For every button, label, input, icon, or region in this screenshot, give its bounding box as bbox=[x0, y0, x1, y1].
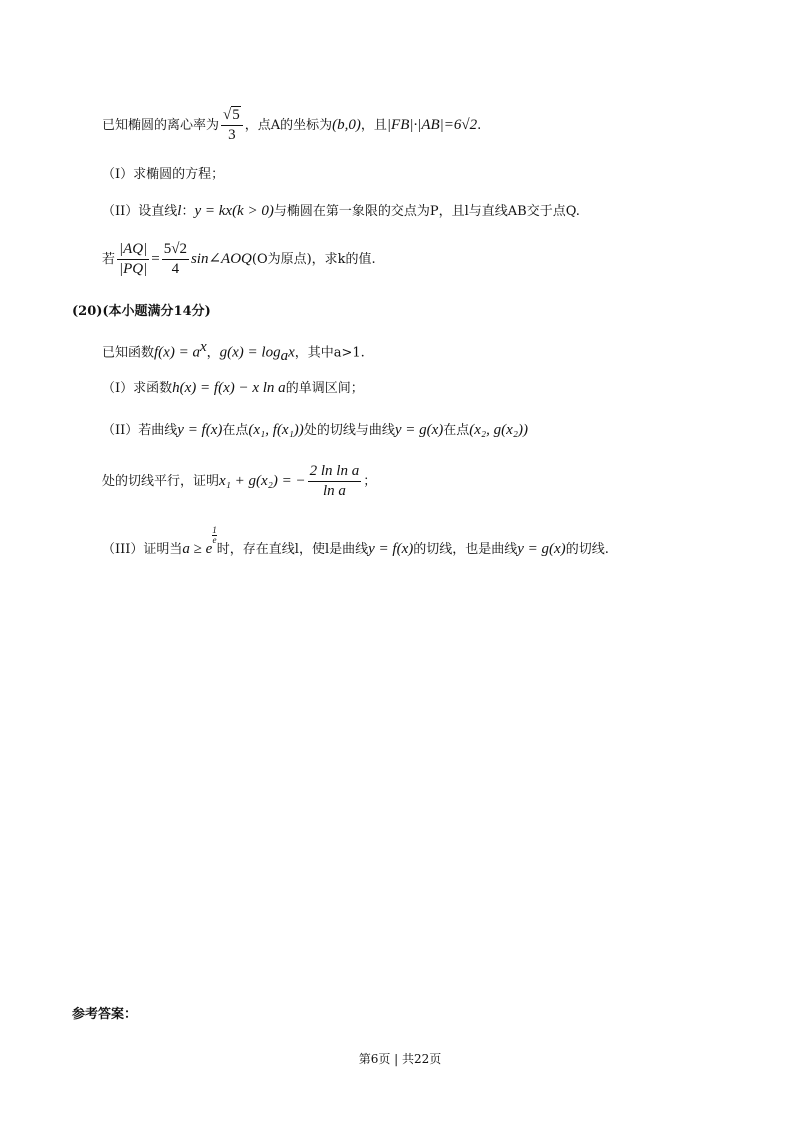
question-1: （I）求椭圆的方程； bbox=[102, 167, 225, 182]
problem-20-header: (20)(本小题满分14分) bbox=[72, 304, 211, 319]
line-l: l bbox=[177, 203, 182, 219]
question-2: （II）设直线l：y = kx(k > 0)与椭圆在第一象限的交点为P，且l与直线AB交于点Q. bbox=[102, 203, 580, 219]
intro-text-1: 已知椭圆的离心率为 bbox=[102, 118, 220, 133]
sin-angle: sin∠AOQ bbox=[190, 251, 252, 267]
exponent-fraction: $\frac{1}{e}$ bbox=[212, 525, 217, 545]
line-equation: y = kx(k > 0) bbox=[194, 203, 274, 219]
part-3: （III）证明当a ≥ e $\frac{1}{e}$ 时，存在直线l，使l是曲线y = f(x)的切线，也是曲线y = g(x)的切线. bbox=[102, 525, 609, 557]
condition-line: 若 $\frac{|AQ|}{|PQ|}$ = $\frac{5√2}{4}$ sin∠AOQ(O为原点)，求k的值. bbox=[102, 241, 376, 277]
part-2: （II）若曲线y = f(x)在点(x₁, f(x₁))处的切线与曲线y = g(x)在点(x₂, g(x₂)) bbox=[102, 422, 529, 438]
intro-line bbox=[102, 108, 481, 143]
intro-text-2: ，点A的坐标为 bbox=[244, 118, 333, 133]
condition-formula: |FB|·|AB|=6√2 bbox=[386, 117, 478, 133]
intro-text-3: ，且 bbox=[360, 118, 387, 133]
eccentricity-fraction: $\frac{√5}{3}$ bbox=[221, 108, 243, 143]
given-functions: 已知函数$f(x) = a^x$，$g(x) = \log_ax$，其中a>1. bbox=[102, 339, 365, 364]
coefficient-fraction: $\frac{5√2}{4}$ bbox=[163, 241, 187, 277]
answer-header: 参考答案： bbox=[72, 1007, 138, 1022]
part-2-proof: 处的切线平行，证明x₁ + g(x₂) = − $\frac{\text{2 ln ln a}}{\text{ln a}}$ ； bbox=[102, 463, 377, 499]
h-function: h(x) = f(x) − x ln a bbox=[172, 380, 286, 396]
lnln-fraction: $\frac{\text{2 ln ln a}}{\text{ln a}}$ bbox=[309, 463, 360, 499]
aq-pq-fraction: $\frac{|AQ|}{|PQ|}$ bbox=[119, 241, 148, 277]
intro-text-4: . bbox=[477, 118, 482, 133]
page-footer: 第6页 | 共22页 bbox=[358, 1052, 442, 1066]
point-a: (b,0) bbox=[332, 117, 361, 133]
ecc-numerator: 5 bbox=[232, 107, 240, 123]
ecc-denominator: 3 bbox=[228, 127, 236, 143]
part-1: （I）求函数h(x) = f(x) − x ln a的单调区间； bbox=[102, 380, 364, 396]
